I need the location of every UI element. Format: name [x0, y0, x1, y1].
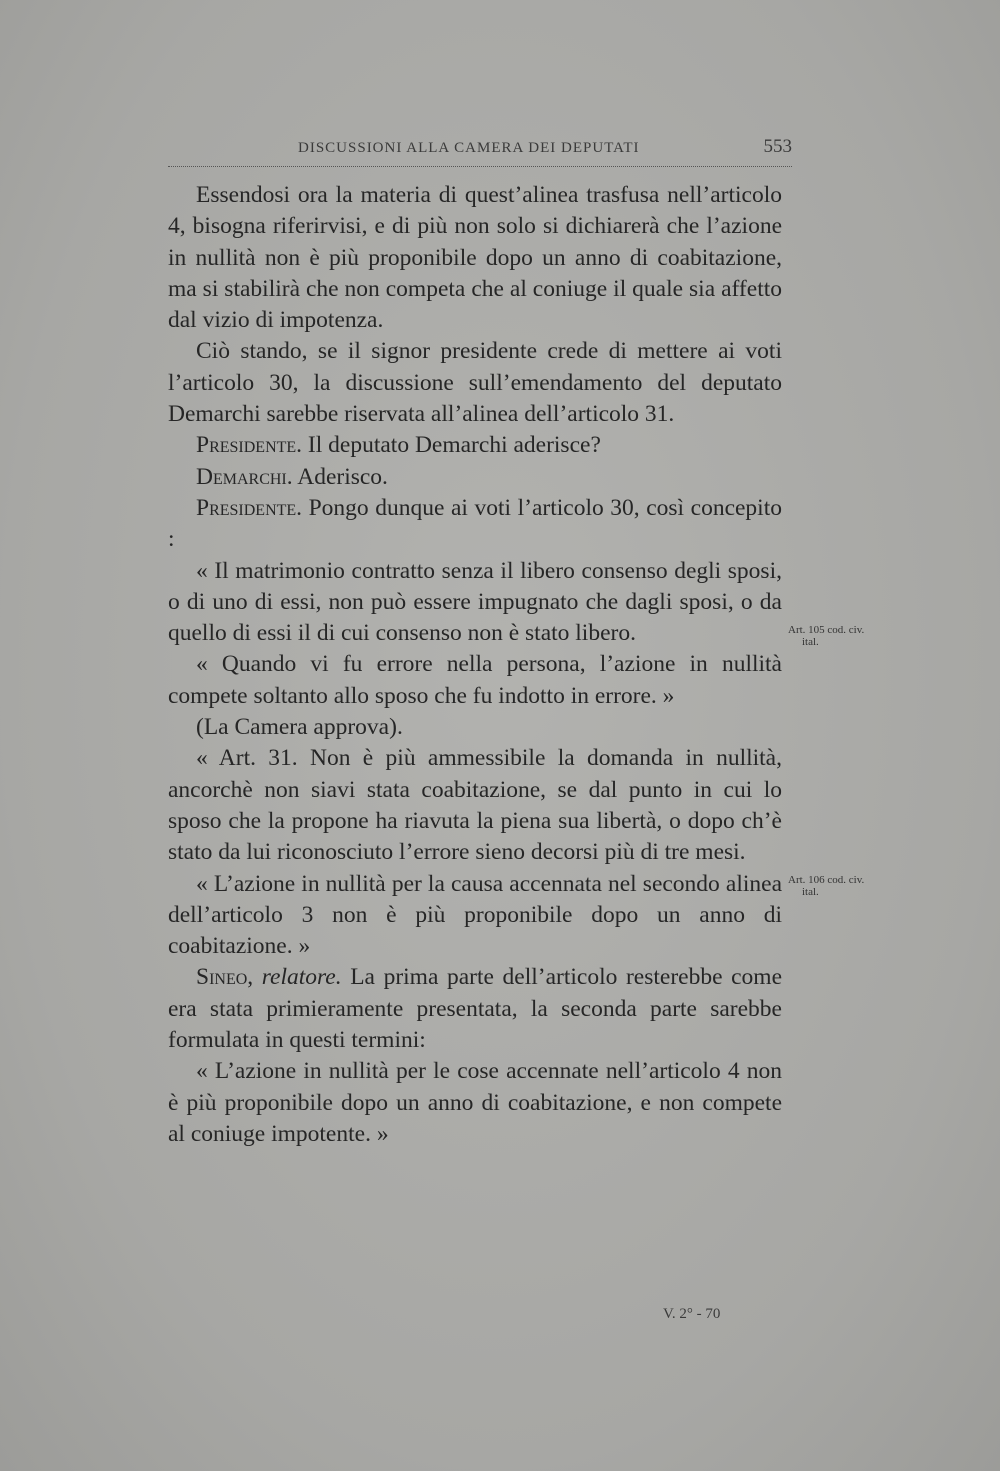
speech-text: Il deputato Demarchi aderisce? [302, 432, 601, 459]
speaker-name: Presidente. [196, 432, 303, 459]
approval-note: (La Camera approva). [196, 714, 403, 741]
speaker-role: relatore. [261, 964, 342, 991]
dialogue-line [168, 462, 782, 493]
margin-note-line: ital. [802, 886, 819, 898]
dialogue-line [168, 430, 782, 461]
speech-text: La prima parte dell’articolo resterebbe come era stata primieramente presentata, la seconda parte sarebbe formulata in questi termini: [168, 964, 782, 1054]
dialogue-line [168, 493, 782, 556]
paragraph: Ciò stando, se il signor presidente crede di mettere ai voti l’articolo 30, la discussione sull’emendamento del deputato Demarchi sarebbe riservata all’alinea dell’articolo 31. [168, 338, 782, 428]
speaker-name: Presidente. [196, 494, 303, 521]
final-quote: « L’azione in nullità per le cose accennate nell’articolo 4 non è più proponibile dopo un anno di coabitazione, e non compete al coniuge impotente. » [168, 1058, 782, 1147]
article-31-para: « L’azione in nullità per la causa accennata nel secondo alinea dell’articolo 3 non è più proponibile dopo un anno di coabitazione. » [168, 870, 782, 960]
margin-note [788, 874, 908, 898]
margin-note [788, 624, 908, 648]
speaker-name: Sineo, [196, 964, 254, 991]
signature-mark: V. 2° - 70 [663, 1306, 721, 1322]
paragraph: Essendosi ora la materia di quest’alinea trasfusa nell’articolo 4, bisogna riferirvisi, e di più non solo si dichiarerà che l’azione in nullità non è più proponibile dopo un anno di coabitazione, ma si stabilirà che non competa che al coniuge il quale sia affetto dal vizio di impotenza. [168, 182, 782, 334]
page-number: 553 [763, 136, 792, 157]
dialogue-line [168, 962, 782, 1056]
running-header [168, 136, 792, 167]
article-30-para: « Il matrimonio contratto senza il libero consenso degli sposi, o di uno di essi, non può essere impugnato che dagli sposi, o da quello di essi il di cui consenso non è stato libero. [168, 557, 782, 647]
margin-note-line: ital. [802, 636, 819, 648]
speaker-name: Demarchi. [196, 463, 293, 490]
body-text [168, 180, 782, 1150]
speech-text: Aderisco. [292, 463, 388, 490]
margin-note-line: Art. 106 cod. civ. [788, 874, 865, 886]
article-30-para: « Quando vi fu errore nella persona, l’azione in nullità compete soltanto allo sposo che fu indotto in errore. » [168, 651, 782, 709]
article-31-para: « Art. 31. Non è più ammessibile la domanda in nullità, ancorchè non siavi stata coabitazione, se dal punto in cui lo sposo che la propone ha riavuta la piena sua libertà, o dopo ch’è stato da lui riconosciuto l’errore sieno decorsi più di tre mesi. [168, 745, 782, 866]
header-title: DISCUSSIONI ALLA CAMERA DEI DEPUTATI [298, 140, 640, 156]
speech-text: Pongo dunque ai voti l’articolo 30, così concepito : [168, 494, 782, 553]
margin-note-line: Art. 105 cod. civ. [788, 624, 865, 636]
